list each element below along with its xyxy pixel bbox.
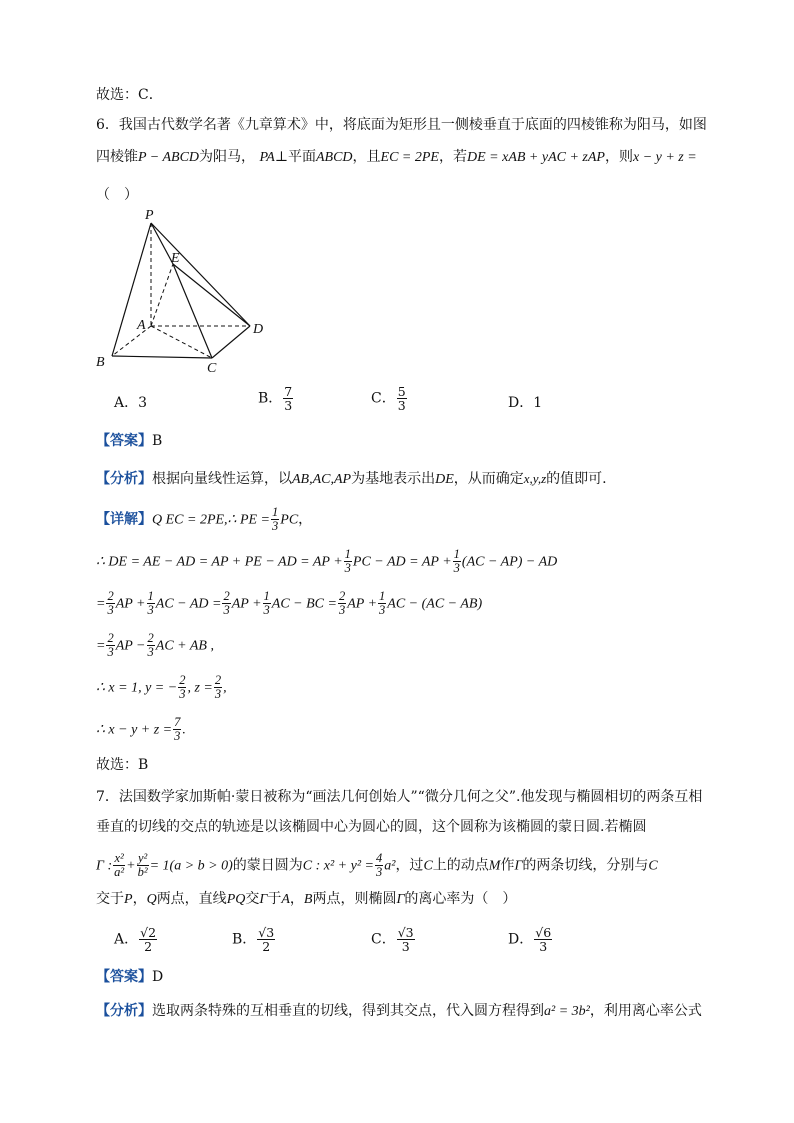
numerator: 2 bbox=[214, 673, 222, 687]
denominator: 3 bbox=[401, 939, 410, 954]
label-P: P bbox=[145, 208, 154, 223]
fraction bbox=[283, 385, 293, 412]
q6-detail-line4 bbox=[96, 632, 214, 659]
text: ， bbox=[289, 891, 304, 907]
fraction bbox=[453, 548, 461, 575]
math: (AC − AP) − AD bbox=[461, 554, 558, 570]
numerator: 1 bbox=[453, 547, 460, 561]
denominator: 2 bbox=[262, 939, 271, 954]
fraction bbox=[113, 852, 125, 879]
fraction bbox=[222, 590, 230, 617]
q7-answer bbox=[96, 966, 163, 988]
fraction bbox=[397, 926, 415, 953]
math: M bbox=[488, 858, 501, 874]
math: AC − (AC − AB) bbox=[387, 596, 483, 612]
math: a² bbox=[384, 858, 396, 874]
math: ∴ DE = AE − AD = AP + PE − AD = AP + bbox=[96, 554, 343, 570]
fraction bbox=[139, 926, 157, 953]
text: 的离心率为（ ） bbox=[404, 891, 517, 907]
text: 选取两条特殊的互相垂直的切线，得到其交点，代入圆方程得到 bbox=[152, 1003, 544, 1019]
math: P bbox=[124, 892, 133, 907]
denominator: 3 bbox=[214, 687, 222, 701]
text: 作 bbox=[500, 857, 515, 874]
text: ， bbox=[298, 511, 313, 528]
q7-option-c bbox=[371, 926, 416, 953]
q6-detail-line6 bbox=[96, 716, 186, 743]
denominator: 3 bbox=[263, 603, 270, 617]
text: 于 bbox=[267, 891, 282, 907]
math: AP − bbox=[115, 638, 146, 654]
text: 的两条切线，分别与 bbox=[522, 857, 649, 874]
math: AC − AD = bbox=[155, 596, 222, 612]
text: ，则 bbox=[604, 149, 633, 165]
denominator: 2 bbox=[144, 939, 153, 954]
label-E: E bbox=[171, 251, 180, 266]
math: PA bbox=[259, 150, 275, 165]
edge-ED bbox=[173, 264, 250, 326]
denominator: 3 bbox=[174, 729, 181, 743]
math: x − y + z = bbox=[632, 150, 697, 165]
math: C bbox=[648, 858, 658, 874]
math: DE = xAB + yAC + zAP bbox=[467, 150, 605, 165]
denominator: 3 bbox=[453, 561, 460, 575]
q6-detail-line2 bbox=[96, 548, 557, 575]
text: 上的动点 bbox=[432, 857, 489, 874]
math: C bbox=[423, 858, 433, 874]
fraction bbox=[375, 852, 383, 879]
answer-value: B bbox=[152, 433, 163, 449]
numerator: 1 bbox=[263, 589, 270, 603]
q6-option-d: D．1 bbox=[508, 395, 543, 411]
math: Γ : bbox=[96, 858, 113, 874]
text: 两点，则椭圆 bbox=[312, 891, 397, 907]
math: = bbox=[96, 596, 106, 612]
numerator: 1 bbox=[272, 505, 279, 519]
math: Q EC = 2PE,∴ PE = bbox=[152, 512, 271, 528]
math: P − ABCD bbox=[138, 150, 200, 165]
text: 两点，直线 bbox=[156, 891, 227, 907]
edge-AC bbox=[151, 326, 212, 358]
option-label: B． bbox=[232, 931, 257, 948]
text: ，过 bbox=[395, 857, 424, 874]
fraction bbox=[344, 548, 352, 575]
q7-stem-line4 bbox=[96, 888, 516, 911]
math: = 1(a > b > 0) bbox=[149, 858, 233, 874]
fraction bbox=[106, 632, 114, 659]
math: B bbox=[303, 892, 313, 907]
denominator: 3 bbox=[147, 603, 154, 617]
label-B: B bbox=[96, 355, 105, 370]
denominator: a² bbox=[114, 865, 125, 879]
math: EC = 2PE bbox=[380, 150, 439, 165]
numerator: 1 bbox=[344, 547, 351, 561]
q7-analysis bbox=[96, 1000, 702, 1023]
numerator: x² bbox=[114, 851, 124, 865]
numerator: √3 bbox=[397, 925, 414, 940]
denominator: 3 bbox=[379, 603, 386, 617]
fraction bbox=[271, 506, 279, 533]
numerator: 5 bbox=[397, 384, 406, 399]
math: AP + bbox=[231, 596, 262, 612]
math: a² = 3b² bbox=[544, 1004, 590, 1019]
numerator: 2 bbox=[107, 631, 114, 645]
numerator: 2 bbox=[338, 589, 346, 603]
denominator: 3 bbox=[397, 398, 406, 413]
text: ，且 bbox=[352, 149, 381, 165]
q6-stem-line1: 6．我国古代数学名著《九章算术》中，将底面为矩形且一侧棱垂直于底面的四棱锥称为阳马，如图 bbox=[96, 117, 707, 133]
denominator: 3 bbox=[284, 398, 293, 413]
q6-option-a: A．3 bbox=[114, 395, 148, 411]
option-label: B． bbox=[258, 390, 283, 407]
edge-BC bbox=[112, 356, 212, 358]
math: x,y,z bbox=[523, 471, 547, 486]
text: 交于 bbox=[96, 891, 124, 907]
numerator: 7 bbox=[284, 384, 293, 399]
math: AC − BC = bbox=[271, 596, 337, 612]
option-label: C． bbox=[371, 390, 396, 407]
text: 根据向量线性运算，以 bbox=[152, 471, 292, 487]
numerator: √2 bbox=[140, 925, 157, 940]
q7-stem-line3 bbox=[96, 852, 658, 879]
q7-stem-line1: 7．法国数学家加斯帕·蒙日被称为“画法几何创始人”“微分几何之父”.他发现与椭圆相切的两条互相 bbox=[96, 789, 703, 805]
numerator: 4 bbox=[375, 851, 383, 865]
text: 四棱锥 bbox=[96, 149, 138, 165]
q6-answer bbox=[96, 430, 162, 452]
fraction bbox=[178, 674, 186, 701]
denominator: 3 bbox=[223, 603, 230, 617]
label-A: A bbox=[137, 318, 146, 333]
numerator: 7 bbox=[174, 715, 181, 729]
edge-PE bbox=[151, 223, 173, 264]
text: ，从而确定 bbox=[453, 471, 524, 487]
math: PQ bbox=[226, 892, 246, 907]
q6-stem-line2 bbox=[96, 146, 697, 169]
q6-option-b bbox=[258, 385, 294, 412]
math: ∴ x − y + z = bbox=[96, 722, 173, 738]
denominator: 3 bbox=[338, 603, 346, 617]
numerator: 2 bbox=[107, 589, 114, 603]
text: 为基地表示出 bbox=[351, 471, 436, 487]
q6-final: 故选：B bbox=[96, 757, 149, 773]
edge-PB bbox=[112, 223, 151, 356]
numerator: 1 bbox=[379, 589, 386, 603]
answer-value: D bbox=[152, 969, 164, 985]
math: Γ bbox=[514, 858, 523, 874]
fraction bbox=[173, 716, 181, 743]
math: Q bbox=[146, 892, 157, 907]
q7-option-a bbox=[114, 926, 158, 953]
math: AC + AB , bbox=[155, 638, 214, 654]
fraction bbox=[137, 852, 149, 879]
math: = bbox=[96, 638, 106, 654]
option-label: C． bbox=[371, 931, 396, 948]
text: 的蒙日圆为 bbox=[232, 857, 303, 874]
denominator: 3 bbox=[375, 865, 383, 879]
math: AP + bbox=[115, 596, 146, 612]
edge-CD bbox=[212, 326, 250, 358]
prev-answer: 故选：C． bbox=[96, 87, 163, 103]
math: Γ bbox=[396, 892, 405, 907]
numerator: √6 bbox=[535, 925, 552, 940]
fraction bbox=[338, 590, 346, 617]
text: ，若 bbox=[439, 149, 467, 165]
q6-paren: （ ） bbox=[96, 187, 138, 203]
label-C: C bbox=[207, 361, 217, 376]
denominator: 3 bbox=[107, 645, 114, 659]
fraction bbox=[397, 385, 407, 412]
fraction bbox=[147, 590, 155, 617]
analysis-tag: 【分析】 bbox=[96, 471, 152, 487]
detail-tag: 【详解】 bbox=[96, 511, 152, 528]
q7-stem-line2: 垂直的切线的交点的轨迹是以该椭圆中心为圆心的圆，这个圆称为该椭圆的蒙日圆.若椭圆 bbox=[96, 819, 647, 835]
denominator: 3 bbox=[179, 687, 186, 701]
q7-option-b bbox=[232, 926, 276, 953]
text: ⊥平面 bbox=[274, 149, 316, 165]
denominator: 3 bbox=[272, 519, 279, 533]
q7-option-d bbox=[508, 926, 553, 953]
numerator: 2 bbox=[223, 589, 230, 603]
math: AB,AC,AP bbox=[292, 472, 352, 487]
math: ABCD bbox=[315, 150, 353, 165]
math: AP + bbox=[347, 596, 378, 612]
numerator: y² bbox=[137, 851, 148, 865]
text: 的值即可. bbox=[546, 471, 607, 487]
fraction bbox=[378, 590, 386, 617]
numerator: 1 bbox=[147, 589, 154, 603]
edge-EC bbox=[173, 264, 212, 358]
fraction bbox=[534, 926, 552, 953]
denominator: b² bbox=[137, 865, 148, 879]
math: Γ bbox=[259, 892, 268, 907]
denominator: 3 bbox=[107, 603, 114, 617]
q6-detail-line5 bbox=[96, 674, 227, 701]
math: PC bbox=[280, 512, 299, 528]
text: ，利用离心率公式 bbox=[589, 1003, 702, 1019]
edge-PD bbox=[151, 223, 250, 326]
numerator: 2 bbox=[147, 631, 154, 645]
fraction bbox=[214, 674, 222, 701]
math: , bbox=[223, 680, 227, 696]
math: . bbox=[182, 722, 186, 738]
fraction bbox=[263, 590, 271, 617]
denominator: 3 bbox=[344, 561, 351, 575]
text: 为阳马， bbox=[199, 149, 256, 165]
answer-tag: 【答案】 bbox=[96, 433, 152, 449]
option-label: A． bbox=[114, 931, 139, 948]
numerator: 2 bbox=[179, 673, 186, 687]
q6-detail-line3 bbox=[96, 590, 482, 617]
denominator: 3 bbox=[147, 645, 154, 659]
numerator: √3 bbox=[258, 925, 275, 940]
analysis-tag: 【分析】 bbox=[96, 1003, 152, 1019]
math: A bbox=[281, 892, 290, 907]
answer-tag: 【答案】 bbox=[96, 969, 152, 985]
fraction bbox=[147, 632, 155, 659]
math: ∴ x = 1, y = − bbox=[96, 680, 178, 696]
pyramid-figure bbox=[90, 208, 280, 378]
q6-detail-line1 bbox=[96, 506, 312, 533]
q6-option-c bbox=[371, 385, 408, 412]
math: C : x² + y² = bbox=[302, 858, 374, 874]
label-D: D bbox=[253, 322, 264, 337]
text: 交 bbox=[245, 891, 260, 907]
math: DE bbox=[435, 472, 454, 487]
math: PC − AD = AP + bbox=[352, 554, 452, 570]
fraction bbox=[257, 926, 275, 953]
denominator: 3 bbox=[539, 939, 548, 954]
option-label: D． bbox=[508, 931, 534, 948]
math: + bbox=[126, 858, 136, 874]
math: , z = bbox=[187, 680, 213, 696]
edge-AE bbox=[151, 264, 173, 326]
fraction bbox=[106, 590, 114, 617]
text: ， bbox=[132, 891, 147, 907]
q6-analysis bbox=[96, 468, 607, 491]
